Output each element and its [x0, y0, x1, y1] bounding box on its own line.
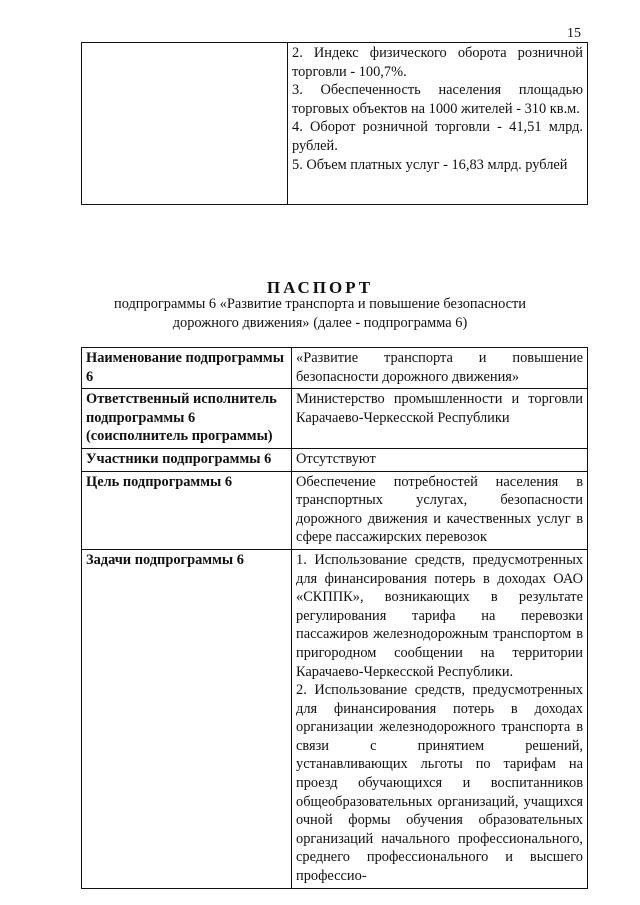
list-item: 1. Использование средств, предусмотренных для финансирования потерь в доходах ОАО «СКППК», возникающих в результате регулирования тарифа на перевозки пассажиров железнодорожным транспортом в пригородном сообщении на территории Карачаево-Черкесской Республики.: [296, 551, 583, 680]
row-label: Ответственный исполнитель подпрограммы 6 (соисполнитель программы): [82, 389, 292, 449]
table-row: [82, 389, 588, 449]
page-number: 15: [567, 26, 581, 41]
row-value: Отсутствуют: [292, 448, 588, 471]
passport-table: [81, 347, 588, 889]
passport-title: ПАСПОРТ: [266, 278, 374, 297]
table-row: [82, 448, 588, 471]
list-item: 2. Использование средств, предусмотренных для финансирования потерь в доходах организации железнодорожного транспорта в связи с принятием решений, устанавливающих льготы по тарифам на проезд обучающихся и воспитанников общеобразовательных организаций, учащихся очной формы обучения образовательных организаций начального профессионального, среднего профессионального и высшего профессио-: [296, 682, 583, 885]
row-label: Цель подпрограммы 6: [82, 471, 292, 549]
table-row: [82, 348, 588, 389]
row-value: Министерство промышленности и торговли Карачаево-Черкесской Республики: [292, 389, 588, 449]
passport-subtitle-line1: подпрограммы 6 «Развитие транспорта и повышение безопасности: [114, 296, 526, 312]
list-item: 2. Индекс физического оборота розничной торговли - 100,7%.: [292, 45, 583, 80]
row-value: Обеспечение потребностей населения в транспортных услугах, безопасности дорожного движения и качественных услуг в сфере пассажирских перевозок: [292, 471, 588, 549]
list-item: 3. Обеспеченность населения площадью торговых объектов на 1000 жителей - 310 кв.м.: [292, 82, 583, 117]
row-label: Задачи подпрограммы 6: [82, 549, 292, 888]
table-row: [82, 471, 588, 549]
row-value: [292, 549, 588, 888]
indicators-cell: [288, 43, 588, 205]
table-cell-empty: [82, 43, 288, 205]
list-item: 4. Оборот розничной торговли - 41,51 млрд. рублей.: [292, 119, 583, 154]
row-label: Участники подпрограммы 6: [82, 448, 292, 471]
continuation-table: [81, 42, 588, 205]
table-row: [82, 549, 588, 888]
table-row: [82, 43, 588, 205]
row-value: «Развитие транспорта и повышение безопасности дорожного движения»: [292, 348, 588, 389]
row-label: Наименование подпрограммы 6: [82, 348, 292, 389]
list-item: 5. Объем платных услуг - 16,83 млрд. рублей: [292, 156, 568, 173]
passport-subtitle-line2: дорожного движения» (далее - подпрограмма 6): [172, 315, 468, 331]
